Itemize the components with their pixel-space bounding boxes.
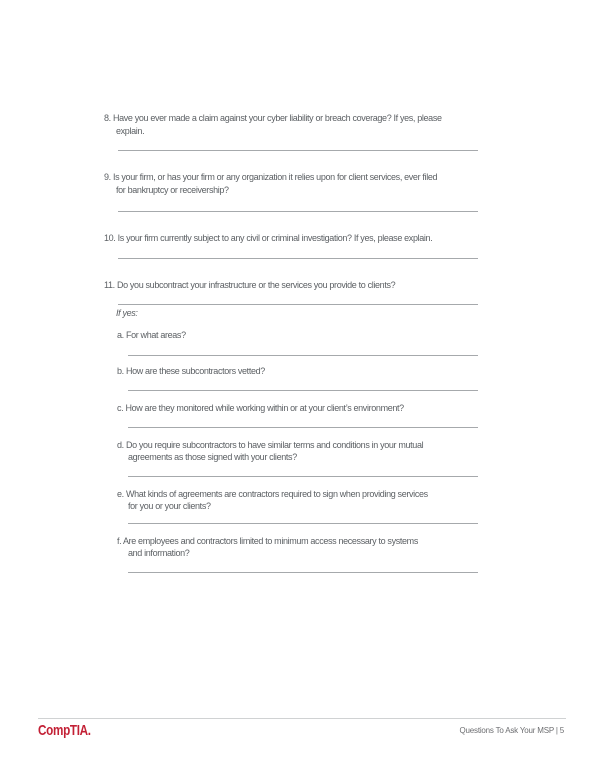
sub-question-d-line-1: d. Do you require subcontractors to have similar terms and conditions in your mutual — [117, 440, 424, 450]
sub-question-b — [117, 365, 265, 377]
question-9-line-2: for bankruptcy or receivership? — [116, 185, 229, 196]
sub-question-f-line-1: f. Are employees and contractors limited to minimum access necessary to systems — [117, 536, 418, 546]
question-8-line-1: 8. Have you ever made a claim against your cyber liability or breach coverage? If yes, please — [104, 113, 442, 123]
sub-question-f-line-2: and information? — [128, 548, 190, 558]
question-8-line-2: explain. — [116, 126, 145, 137]
question-11-line-1: 11. Do you subcontract your infrastructure or the services you provide to clients? — [104, 280, 396, 290]
answer-blank-line-q10 — [118, 258, 478, 259]
question-10-line-1: 10. Is your firm currently subject to any civil or criminal investigation? If yes, please explain. — [104, 233, 433, 243]
sub-question-f — [117, 535, 418, 559]
sub-question-a — [117, 329, 186, 341]
answer-blank-line-b — [128, 390, 478, 391]
sub-question-d-line-2: agreements as those signed with your clients? — [128, 452, 297, 462]
sub-question-a-line-1: a. For what areas? — [117, 330, 186, 340]
answer-blank-line-e — [128, 523, 478, 524]
footer-page-label: Questions To Ask Your MSP | 5 — [459, 726, 564, 735]
sub-question-e-line-1: e. What kinds of agreements are contractors required to sign when providing services — [117, 489, 428, 499]
answer-blank-line-q8 — [118, 150, 478, 151]
conditional-label: If yes: — [116, 308, 138, 318]
question-10 — [104, 232, 433, 245]
question-8 — [104, 112, 442, 139]
answer-blank-line-q11 — [118, 304, 478, 305]
sub-question-e — [117, 488, 428, 512]
answer-blank-line-q9 — [118, 211, 478, 212]
question-9 — [104, 171, 438, 198]
answer-blank-line-a — [128, 355, 478, 356]
sub-question-c-line-1: c. How are they monitored while working within or at your client’s environment? — [117, 403, 404, 413]
answer-blank-line-c — [128, 427, 478, 428]
sub-question-e-line-2: for you or your clients? — [128, 501, 211, 511]
sub-question-c — [117, 402, 404, 414]
footer-divider — [38, 718, 566, 719]
answer-blank-line-f — [128, 572, 478, 573]
answer-blank-line-d — [128, 476, 478, 477]
question-9-line-1: 9. Is your firm, or has your firm or any organization it relies upon for client services, ever filed — [104, 172, 438, 182]
sub-question-d — [117, 439, 424, 463]
comptia-logo: CompTIA. — [38, 722, 91, 739]
sub-question-b-line-1: b. How are these subcontractors vetted? — [117, 366, 265, 376]
question-11 — [104, 279, 396, 292]
